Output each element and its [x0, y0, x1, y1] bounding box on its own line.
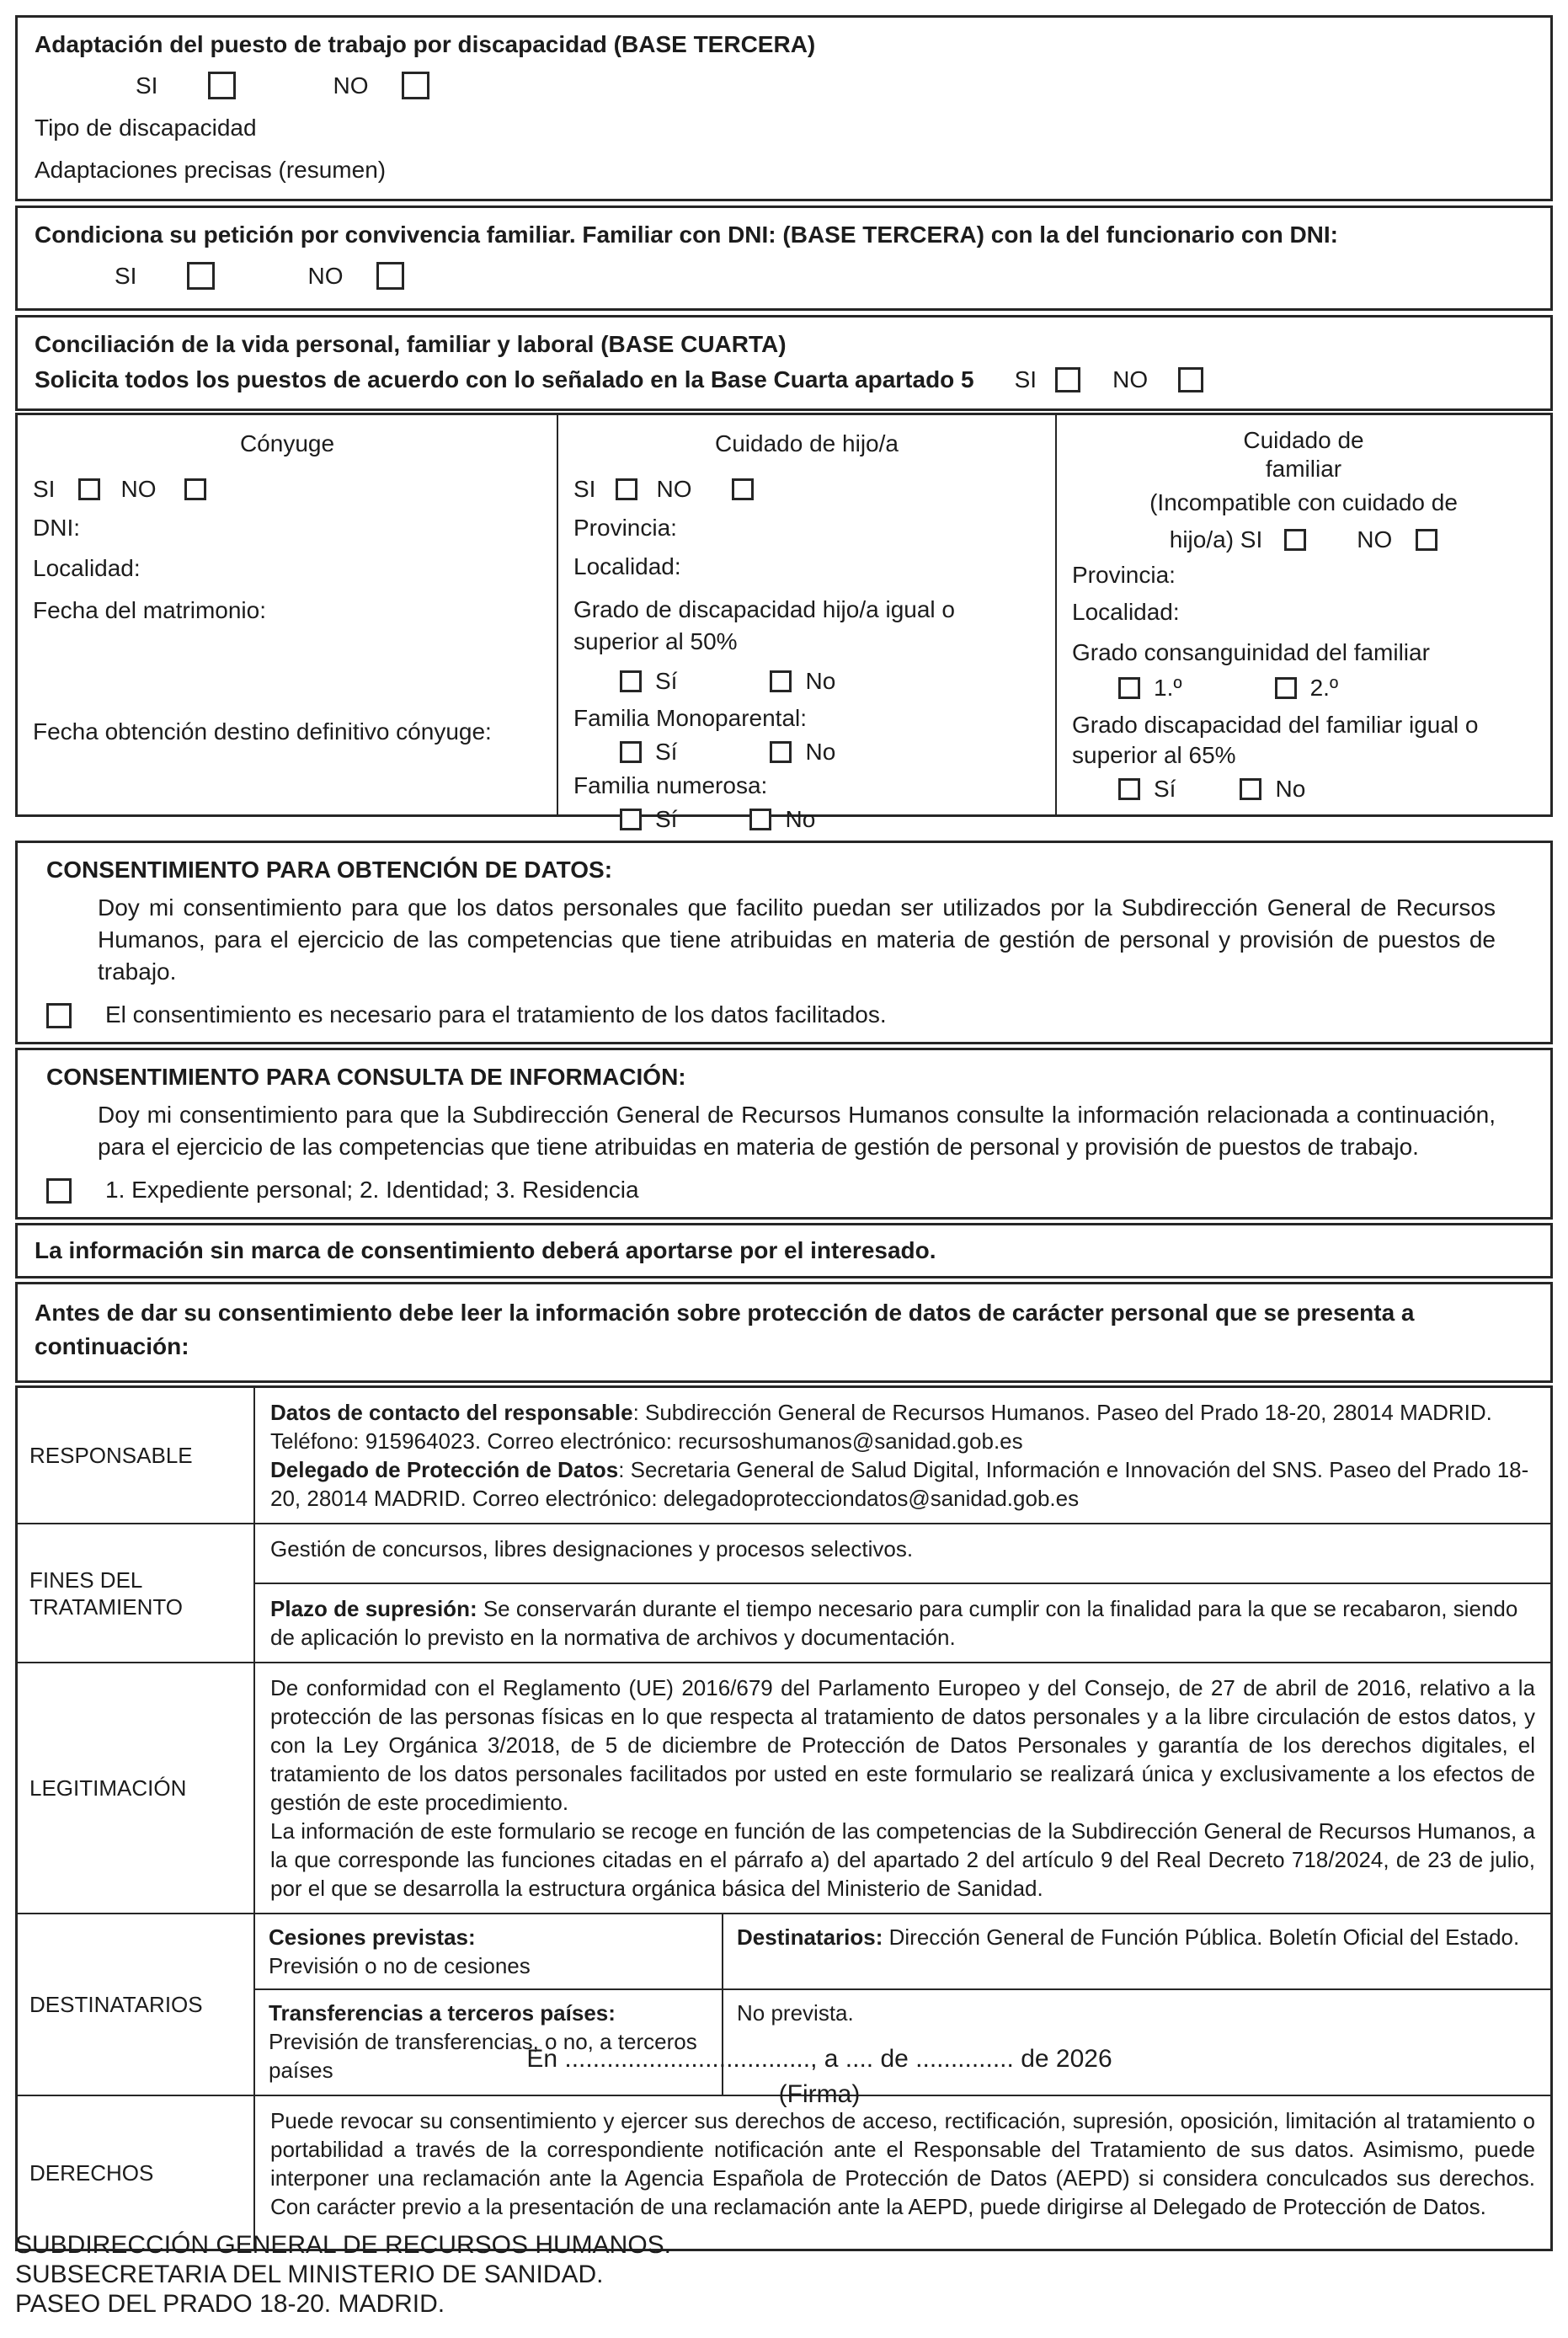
- fines-plazo: [255, 1583, 1550, 1662]
- derechos-content: Puede revocar su consentimiento y ejercer sus derechos de acceso, rectificación, supresión, oposición, limitación al tratamiento o portabilidad a través de la correspondiente notificación ante el Responsable del Tratamiento de sus datos. Asimismo, puede interponer una reclamación ante la Agencia Española de Protección de Datos (AEPD) si considera conculcados sus derechos. Con carácter previo a la presentación de una reclamación ante la AEPD, puede dirigirse al Delegado de Protección de Datos.: [270, 2108, 1535, 2219]
- adaptacion-si-label: SI: [136, 72, 158, 99]
- familiar-grado2-label: 2.º: [1309, 675, 1339, 701]
- no-prevista-cell: No prevista.: [723, 1988, 1550, 2095]
- familiar-localidad-field[interactable]: Localidad:: [1072, 599, 1180, 625]
- consent-consulta-checkbox[interactable]: [46, 1178, 72, 1204]
- hijo-numerosa-si-label: Sí: [655, 806, 678, 832]
- cesiones-cell: [255, 1914, 723, 1988]
- conciliacion-si-checkbox[interactable]: [1055, 367, 1080, 392]
- familiar-si-label: hijo/a) SI: [1169, 526, 1263, 552]
- signature-firma-label: (Firma): [778, 2080, 861, 2108]
- consent-consulta-check-row: [46, 1177, 1533, 1204]
- hijo-numerosa-si-checkbox[interactable]: [620, 809, 642, 830]
- consent-obtencion-body: Doy mi consentimiento para que los datos personales que facilito puedan ser utilizados por la Subdirección General de Recursos Humanos, para el ejercicio de las competencias que tiene atribuidas en materia de gestión de personal y provisión de puestos de trabajo.: [98, 894, 1496, 985]
- responsable-delegado-text: : Secretaria General de Salud Digital, Información e Innovación del SNS. Paseo del Prado 18-20, 28014 MADRID. Correo electrónico: delegadoprotecciondatos@sanidad.gob.es: [270, 1457, 1529, 1511]
- hijo-localidad-field[interactable]: Localidad:: [573, 553, 681, 579]
- hijo-si-checkbox[interactable]: [616, 478, 637, 500]
- destinatarios-bold: Destinatarios:: [737, 1924, 883, 1950]
- signature-place-date-line[interactable]: En ..................................., a .... de .............. de 2026: [526, 2045, 1112, 2073]
- hijo-grado-si-checkbox[interactable]: [620, 670, 642, 692]
- fines-plazo-bold: Plazo de supresión:: [270, 1596, 477, 1621]
- familiar-grado1-label: 1.º: [1154, 675, 1182, 701]
- row-legitimacion: [18, 1662, 1550, 1913]
- familiar-discapacidad-si-checkbox[interactable]: [1118, 778, 1140, 800]
- responsable-label: RESPONSABLE: [18, 1388, 255, 1523]
- conyuge-no-label: NO: [120, 476, 157, 502]
- footer-block: [15, 2230, 671, 2319]
- fines-gestion: Gestión de concursos, libres designaciones y procesos selectivos.: [270, 1536, 914, 1561]
- conyuge-header: Cónyuge: [239, 430, 335, 456]
- condiciona-no-label: NO: [307, 262, 344, 289]
- consent-obtencion-checkbox[interactable]: [46, 1003, 72, 1028]
- conyuge-fecha-matrimonio-field[interactable]: Fecha del matrimonio:: [33, 597, 267, 623]
- consent-consulta-title: CONSENTIMIENTO PARA CONSULTA DE INFORMACIÓN:: [46, 1064, 686, 1090]
- section-adaptacion: [15, 15, 1553, 201]
- responsable-delegado: [270, 1455, 1535, 1513]
- consent-obtencion-title: CONSENTIMIENTO PARA OBTENCIÓN DE DATOS:: [46, 857, 613, 883]
- form-stack: [15, 15, 1553, 2251]
- section-situaciones-table: [15, 413, 1553, 832]
- hijo-grado-sino-row: [620, 668, 1040, 695]
- hijo-grado-label: Grado de discapacidad hijo/a igual o superior al 50%: [573, 596, 955, 654]
- hijo-numerosa-label: Familia numerosa:: [573, 772, 768, 798]
- hijo-numerosa-no-label: No: [785, 806, 816, 832]
- adaptacion-si-checkbox[interactable]: [208, 72, 236, 99]
- destinatarios-label: DESTINATARIOS: [18, 1914, 255, 2095]
- conciliacion-si-label: SI: [1014, 366, 1037, 392]
- condiciona-no-checkbox[interactable]: [376, 262, 404, 290]
- aviso-proteccion-text: Antes de dar su consentimiento debe leer la información sobre protección de datos de carácter personal que se presenta a continuación:: [35, 1300, 1415, 1359]
- familiar-consanguinidad-label: Grado consanguinidad del familiar: [1072, 639, 1430, 665]
- aviso-sin-marca-text: La información sin marca de consentimiento deberá aportarse por el interesado.: [35, 1237, 936, 1263]
- section-consent-consulta: [15, 1048, 1553, 1220]
- legitimacion-content: [255, 1663, 1550, 1913]
- footer-line-3: PASEO DEL PRADO 18-20. MADRID.: [15, 2290, 445, 2318]
- section-conciliacion: [15, 315, 1553, 411]
- hijo-grado-no-label: No: [805, 668, 836, 694]
- hijo-grado-si-label: Sí: [655, 668, 678, 694]
- legitimacion-label: LEGITIMACIÓN: [18, 1663, 255, 1913]
- section-aviso-sin-marca: [15, 1223, 1553, 1278]
- destinatarios-text: Dirección General de Función Pública. Boletín Oficial del Estado.: [883, 1924, 1520, 1950]
- cesiones-text: Previsión o no de cesiones: [269, 1953, 531, 1978]
- conciliacion-solicita-label: Solicita todos los puestos de acuerdo con lo señalado en la Base Cuarta apartado 5: [35, 366, 974, 392]
- familiar-discapacidad-no-label: No: [1275, 776, 1306, 802]
- section-condiciona: [15, 206, 1553, 311]
- condiciona-title: Condiciona su petición por convivencia familiar. Familiar con DNI: (BASE TERCERA) con la del funcionario con DNI:: [35, 222, 1338, 248]
- fines-label: FINES DEL TRATAMIENTO: [18, 1524, 255, 1662]
- familiar-grado1-checkbox[interactable]: [1118, 677, 1140, 699]
- hijo-provincia-field[interactable]: Provincia:: [573, 515, 677, 541]
- adaptacion-no-checkbox[interactable]: [402, 72, 429, 99]
- responsable-contacto-bold: Datos de contacto del responsable: [270, 1400, 633, 1425]
- hijo-monoparental-si-checkbox[interactable]: [620, 741, 642, 763]
- consent-obtencion-check-row: [46, 1001, 1533, 1028]
- familiar-sino-row: [1072, 526, 1535, 553]
- adaptacion-title: Adaptación del puesto de trabajo por discapacidad (BASE TERCERA): [35, 31, 816, 57]
- conyuge-si-label: SI: [33, 476, 56, 502]
- destinatarios-cell: [723, 1914, 1550, 1988]
- conyuge-sino-row: [33, 476, 541, 503]
- hijo-grado-no-checkbox[interactable]: [770, 670, 792, 692]
- row-fines: [18, 1523, 1550, 1662]
- familiar-header-line2: familiar: [1265, 456, 1342, 482]
- responsable-contacto: [270, 1398, 1535, 1455]
- familiar-grado2-checkbox[interactable]: [1275, 677, 1297, 699]
- signature-block: [51, 2042, 1568, 2112]
- conciliacion-title: Conciliación de la vida personal, familiar y laboral (BASE CUARTA): [35, 331, 787, 357]
- familiar-provincia-field[interactable]: Provincia:: [1072, 562, 1176, 588]
- hijo-numerosa-sino-row: [620, 806, 1040, 833]
- familiar-consanguinidad-row: [1118, 675, 1535, 702]
- derechos-label: DERECHOS: [18, 2096, 255, 2249]
- hijo-no-label: NO: [656, 476, 692, 502]
- conyuge-fecha-destino-field[interactable]: Fecha obtención destino definitivo cónyuge:: [33, 718, 492, 745]
- legitimacion-parrafo2: La información de este formulario se recoge en función de las competencias de la Subdirección General de Recursos Humanos, a la que corresponde las funciones citadas en el párrafo a) del apartado 2 del artículo 9 del Real Decreto 718/2024, de 23 de julio, por el que se desarrolla la estructura orgánica básica del Ministerio de Sanidad.: [270, 1818, 1535, 1901]
- familiar-header-line3: (Incompatible con cuidado de: [1149, 489, 1458, 515]
- hijo-header: Cuidado de hijo/a: [715, 430, 899, 456]
- hijo-numerosa-no-checkbox[interactable]: [749, 809, 771, 830]
- row-responsable: [18, 1388, 1550, 1523]
- hijo-no-checkbox[interactable]: [732, 478, 754, 500]
- consent-consulta-check-label: 1. Expediente personal; 2. Identidad; 3. Residencia: [105, 1177, 639, 1203]
- condiciona-sino-row: [115, 262, 1533, 290]
- familiar-discapacidad-si-label: Sí: [1154, 776, 1176, 802]
- transferencias-bold: Transferencias a terceros países:: [269, 2000, 616, 2026]
- section-consent-obtencion: [15, 841, 1553, 1044]
- adaptaciones-precisas-field[interactable]: Adaptaciones precisas (resumen): [35, 157, 387, 183]
- conyuge-localidad-field[interactable]: Localidad:: [33, 555, 141, 581]
- footer-line-2: SUBSECRETARIA DEL MINISTERIO DE SANIDAD.: [15, 2261, 604, 2288]
- hijo-monoparental-sino-row: [620, 739, 1040, 766]
- cesiones-bold: Cesiones previstas:: [269, 1924, 476, 1950]
- familiar-discapacidad-no-checkbox[interactable]: [1240, 778, 1261, 800]
- adaptacion-no-label: NO: [333, 72, 369, 99]
- hijo-monoparental-no-label: No: [805, 739, 836, 765]
- familiar-discapacidad-label: Grado discapacidad del familiar igual o superior al 65%: [1072, 712, 1479, 768]
- adaptacion-sino-row: [136, 72, 1533, 99]
- familiar-header-line1: Cuidado de: [1243, 427, 1364, 453]
- hijo-monoparental-no-checkbox[interactable]: [770, 741, 792, 763]
- condiciona-si-label: SI: [115, 262, 137, 289]
- familiar-no-checkbox[interactable]: [1416, 529, 1437, 551]
- column-cuidado-hijo: [558, 415, 1057, 832]
- conyuge-dni-field[interactable]: DNI:: [33, 515, 80, 541]
- conciliacion-no-checkbox[interactable]: [1178, 367, 1203, 392]
- responsable-delegado-bold: Delegado de Protección de Datos: [270, 1457, 619, 1482]
- conyuge-si-checkbox[interactable]: [78, 478, 100, 500]
- hijo-sino-row: [573, 476, 1040, 503]
- hijo-si-label: SI: [573, 476, 596, 502]
- responsable-contacto-text: : Subdirección General de Recursos Humanos. Paseo del Prado 18-20, 28014 MADRID. Teléfono: 915964023. Correo electrónico: recursoshumanos@sanidad.gob.es: [270, 1400, 1492, 1454]
- row-derechos: [18, 2095, 1550, 2249]
- familiar-discapacidad-sino-row: [1118, 776, 1535, 803]
- consent-obtencion-check-label: El consentimiento es necesario para el tratamiento de los datos facilitados.: [105, 1001, 887, 1028]
- legitimacion-parrafo1: De conformidad con el Reglamento (UE) 2016/679 del Parlamento Europeo y del Consejo, de 27 de abril de 2016, relativo a la protección de las personas físicas en lo que respecta al tratamiento de datos personales y a la libre circulación de estos datos, y con la Ley Orgánica 3/2018, de 5 de diciembre de Protección de Datos Personales y garantía de los derechos digitales, el tratamiento de los datos personales facilitados por usted en este formulario se realizará única y exclusivamente a los efectos de gestión de este procedimiento.: [270, 1675, 1535, 1815]
- responsable-content: [255, 1388, 1550, 1523]
- transferencias-text: Previsión de transferencias, o no, a terceros países: [269, 2029, 697, 2083]
- condiciona-si-checkbox[interactable]: [187, 262, 215, 290]
- column-cuidado-familiar: [1057, 415, 1550, 814]
- proteccion-datos-table: [15, 1385, 1553, 2251]
- section-aviso-proteccion: [15, 1282, 1553, 1383]
- conyuge-no-checkbox[interactable]: [184, 478, 206, 500]
- footer-line-1: SUBDIRECCIÓN GENERAL DE RECURSOS HUMANOS.: [15, 2231, 672, 2259]
- familiar-no-label: NO: [1357, 526, 1393, 552]
- column-conyuge: [18, 415, 558, 814]
- conciliacion-no-label: NO: [1112, 366, 1149, 392]
- tipo-discapacidad-field[interactable]: Tipo de discapacidad: [35, 115, 257, 141]
- consent-consulta-body: Doy mi consentimiento para que la Subdirección General de Recursos Humanos consulte la información relacionada a continuación, para el ejercicio de las competencias que tiene atribuidas en materia de gestión de personal y provisión de puestos de trabajo.: [98, 1102, 1496, 1160]
- fines-content: [255, 1524, 1550, 1662]
- hijo-monoparental-si-label: Sí: [655, 739, 678, 765]
- hijo-monoparental-label: Familia Monoparental:: [573, 705, 808, 731]
- familiar-si-checkbox[interactable]: [1284, 529, 1306, 551]
- conciliacion-solicita-row: [35, 366, 1533, 393]
- fines-plazo-text: Se conservarán durante el tiempo necesario para cumplir con la finalidad para la que se recabaron, siendo de aplicación lo previsto en la normativa de archivos y documentación.: [270, 1596, 1518, 1650]
